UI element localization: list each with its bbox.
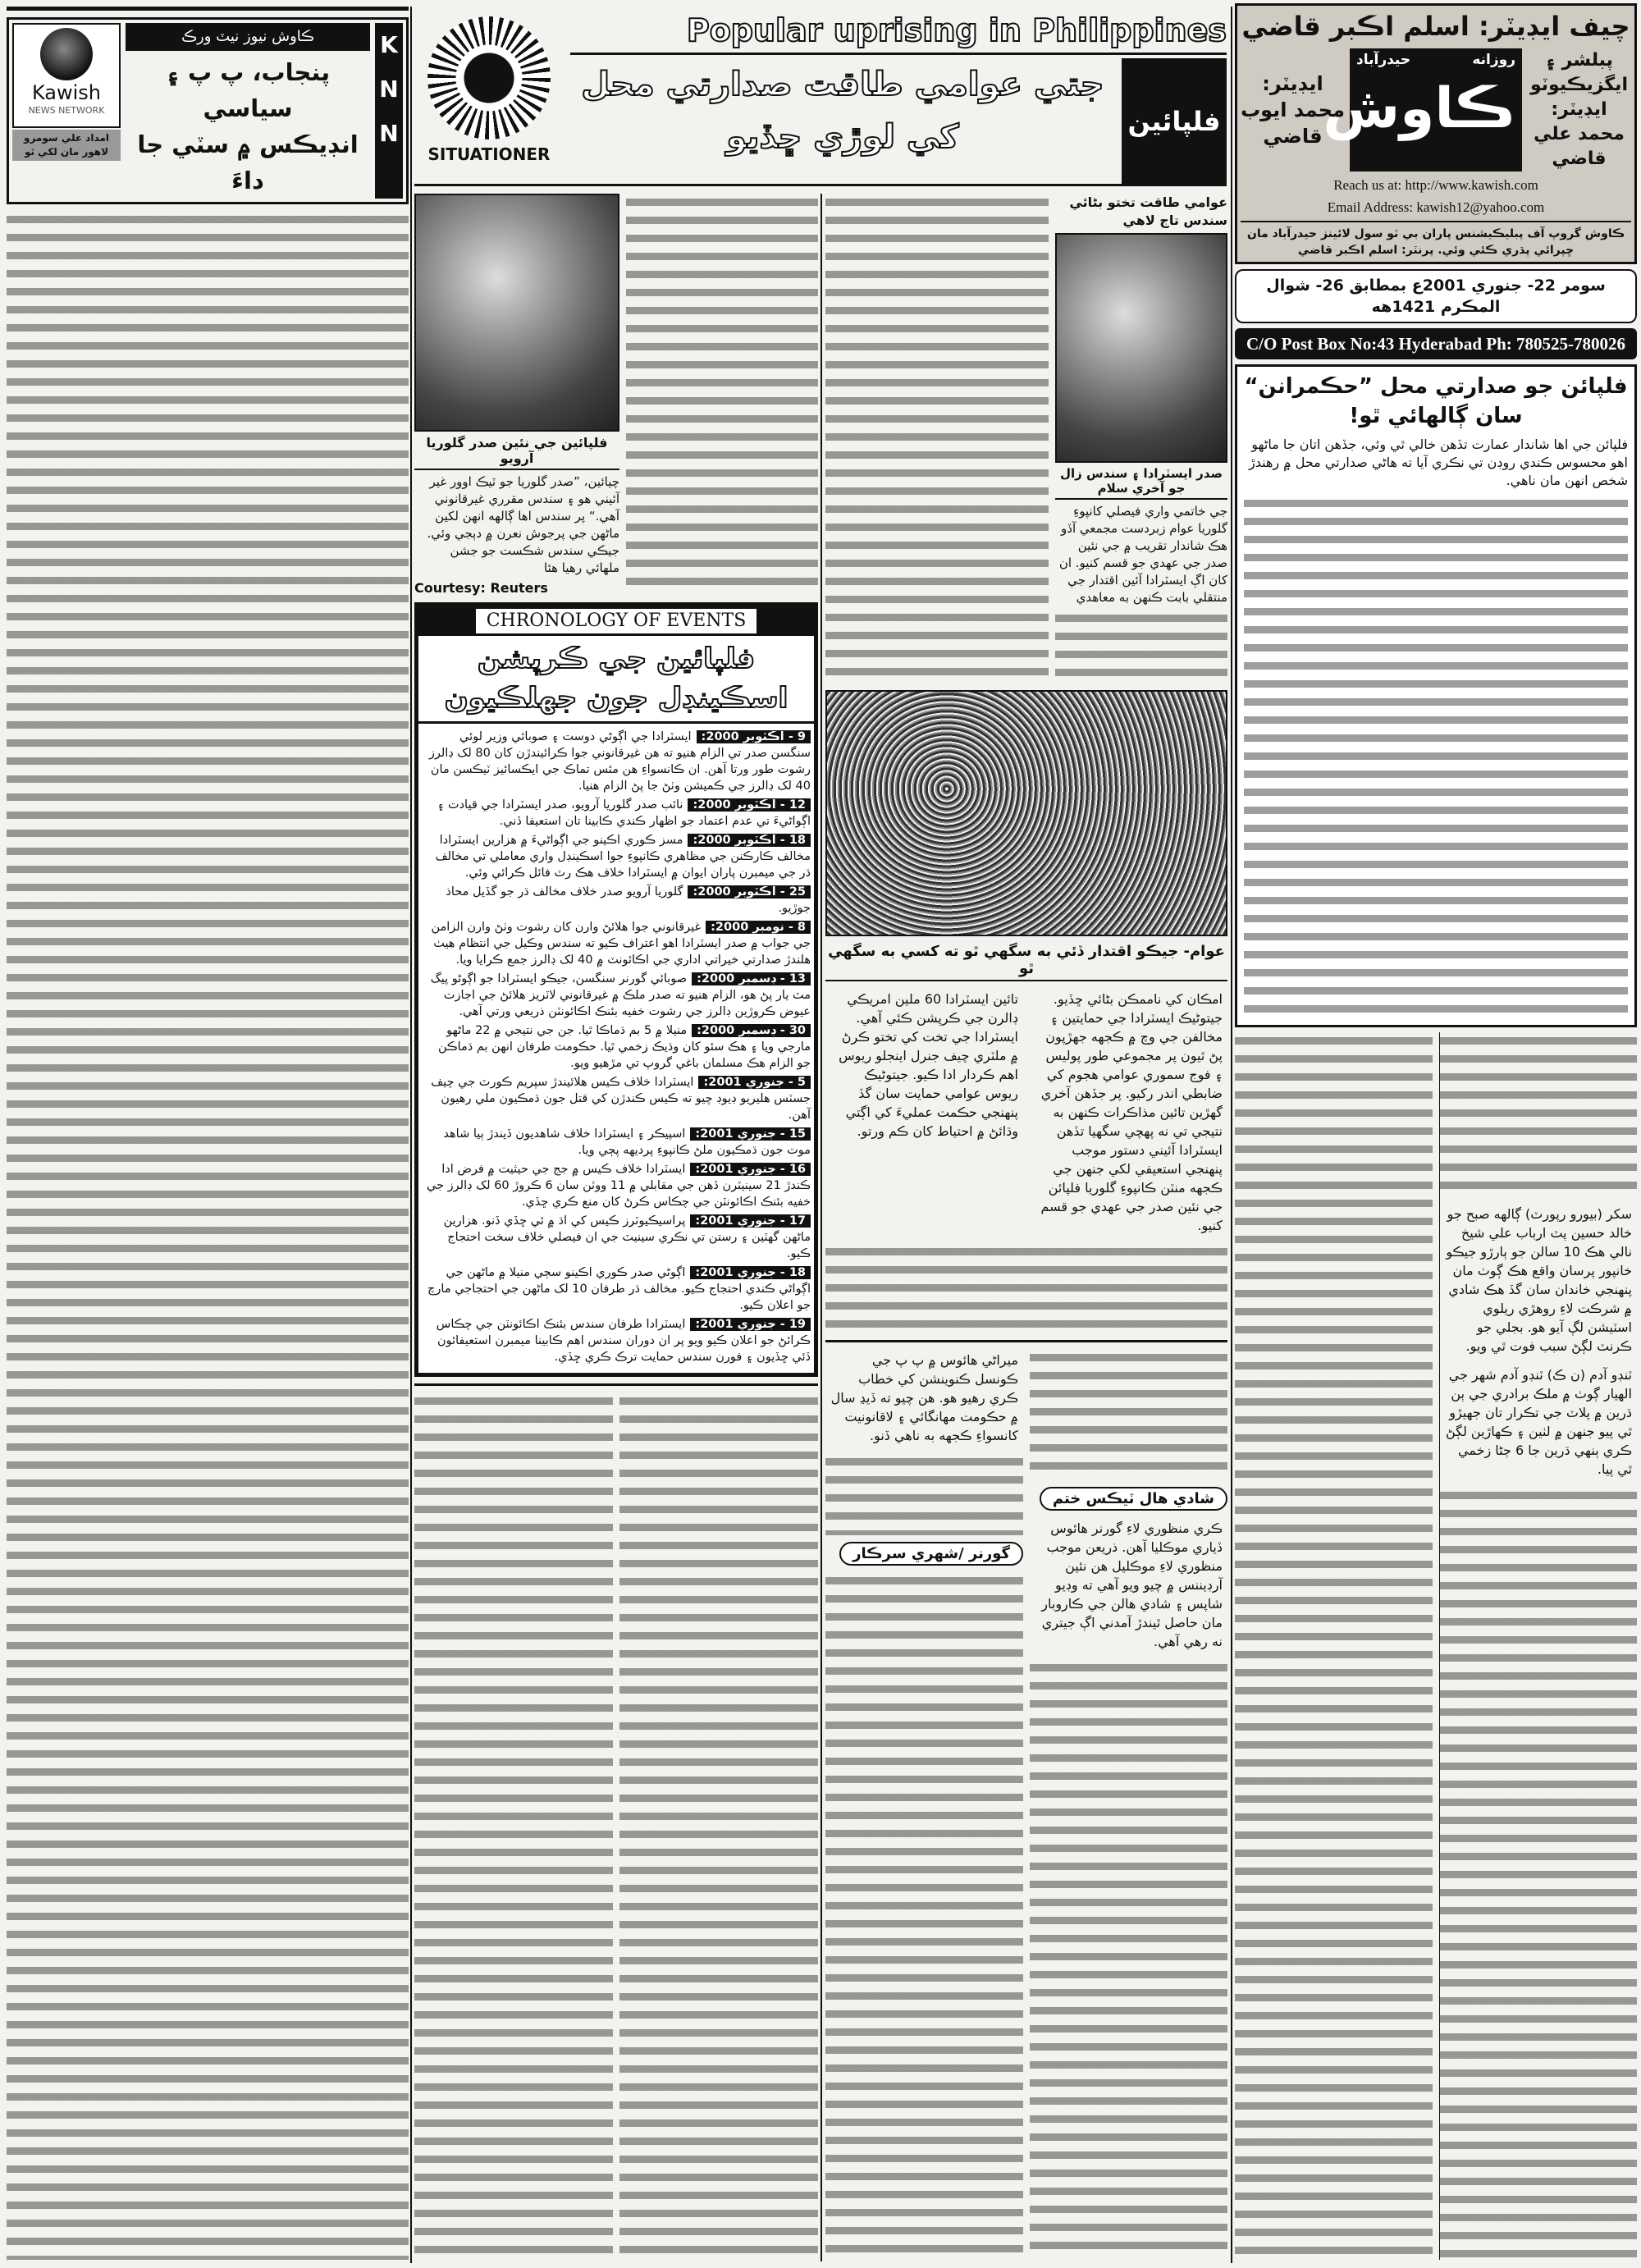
letter-n: N (379, 120, 399, 147)
chronology-headline: فلپائين جي ڪرپشن اسڪينڊل جون جهلڪيون (418, 636, 814, 724)
paper-daily: روزانه (1472, 52, 1515, 68)
news-filler (1440, 1487, 1638, 2260)
kicker-philippines: فلپائين (1122, 58, 1227, 184)
author-name: امداد علي سومرو (23, 132, 109, 144)
situationer-badge-area (414, 10, 564, 184)
photo-crowd-protest (825, 690, 1227, 936)
section-label: ڪاوش نيوز نيٽ ورڪ (126, 23, 370, 51)
news-filler (1030, 1659, 1227, 2260)
entry-date: 18 - آڪٽوبر 2000: (688, 834, 811, 847)
email-link[interactable]: Email Address: kawish12@yahoo.com (1327, 199, 1545, 215)
date-line: سومر 22- جنوري 2001ع بمطابق 26- شوال المڪرم 1421هه (1235, 269, 1637, 323)
entry-text: اڳوڻي صدر ڪوري اڪينو سڄي منيلا ۾ ماڻهن جي اڳواڻي ڪندي احتجاج ڪيو. مخالف ڌر طرفان 10 لک ماڻهن جي احتجاجي مارچ جو اعلان ڪيو. (427, 1266, 811, 1312)
letter-k: K (380, 31, 398, 58)
lower-news-row (414, 1392, 818, 2260)
knn-headline-area (126, 23, 370, 199)
logo-text: Kawish (31, 81, 102, 104)
paper-city: حيدرآباد (1356, 52, 1411, 68)
right-article-lead: فلپائن جي اها شاندار عمارت تڏهن خالي ٿي وئي، جڏهن اتان جا ماڻهو اهو محسوس ڪندي روڊن تي نڪري آيا ته هاڻي صدارتي محل ۾ رهندڙ شخص انهن مان ناهي. (1249, 437, 1628, 488)
section-rule (414, 1383, 818, 1386)
knn-header-box (7, 17, 409, 204)
photo-caption: فلپائين جي نئين صدر گلوريا آرويو (414, 435, 619, 470)
entry-text: نائب صدر گلوريا آرويو، صدر ايسٽرادا جي قيادت ۽ اڳواڻيءَ تي عدم اعتماد جو اظهار ڪندي ڪابينا تان استعيفا ڏني. (437, 798, 811, 828)
entry-date: 15 - جنوري 2001: (690, 1127, 811, 1141)
logo-subtext: NEWS NETWORK (28, 105, 105, 116)
article-column (626, 194, 818, 596)
letter-n: N (379, 75, 399, 103)
knn-headline-line2: انڊيڪس ۾ سٽي جا داءَ (137, 130, 359, 194)
entry-text: پراسيڪيوٽرز ڪيس کي اڌ ۾ ئي ڇڏي ڏنو. هزارين ماڻهن گهٽين ۽ رستن تي نڪري سينيٽ جي ان فيصلي خلاف سخت احتجاج ڪيو. (443, 1214, 811, 1260)
article-column-text: امڪان کي ناممڪن بڻائي ڇڏيو. جيتوڻيڪ ايسٽرادا جي حمايتين ۽ مخالفن جي وچ ۾ ڪجهه جهڙپون پڻ ٿيون پر مجموعي طور پوليس ۽ فوج سموري عوامي هجوم کي ضابطي اندر رکيو. پر جڏهن آخري گهڙين تائين مذاڪرات ڪنهن به نتيجي تي نه پهچي سگهيا تڏهن ايسٽرادا آئيني دستور موجب پنهنجي استعيفي لکي جنهن جي ڪجهه منٽن ڪانپوءِ گلوريا فلپائن جي نئين صدر جي عهدي جو قسم کنيو. (1040, 991, 1223, 1233)
entry-date: 12 - آڪٽوبر 2000: (688, 798, 811, 812)
website-link[interactable]: Reach us at: http://www.kawish.com (1333, 177, 1538, 193)
news-text: سکر (بيورو رپورٽ) ڳالهه صبح جو خالد حسين پٽ ارباب علي شيخ نالي هڪ 10 سالن جو ٻارڙو جيڪو خانپور پرسان واقع هڪ ڳوٺ مان پنهنجي خاندان سان گڏ هڪ شادي ۾ شرڪت لاءِ روهڙي ريلوي اسٽيشن لڳ آيو هو. بجلي جو ڪرنٽ لڳڻ سبب فوت ٿي ويو. (1446, 1206, 1632, 1354)
paper-logo-top (1356, 52, 1515, 68)
knn-side-letters (375, 23, 403, 199)
editor-label: ايڊيٽر: (1551, 99, 1607, 120)
knn-column (7, 7, 409, 2260)
chronology-title: CHRONOLOGY OF EVENTS (476, 609, 757, 633)
paper-logo (1323, 48, 1522, 171)
chronology-entry (422, 971, 811, 1020)
knn-headline (126, 54, 370, 199)
situationer-header (414, 10, 1227, 186)
news-text: ميراڻي هائوس ۾ پ پ جي ڪونسل ڪنوينشن کي خطاب ڪري رهيو هو. هن چيو ته ڏيڍ سال ۾ حڪومت مهانگائي ۽ لاقانونيت کانسواءِ ڪجهه به ناهي ڏنو. (830, 1352, 1018, 1443)
news-text: ٽنڊو آدم (ن ڪ) ٽنڊو آدم شهر جي الهيار ڳوٺ ۾ ملڪ برادري جي ٻن ڌرين ۾ پلاٽ جي تڪرار تان جهيڙو ٿي پيو جنهن ۾ لٺين ۽ ڪهاڙين لڳڻ ڪري ٻنهي ڌرين جا 6 ڄڻا زخمي ٿي پيا. (1445, 1367, 1632, 1477)
paper-name: ڪاوش (1323, 76, 1515, 141)
masthead-middle (1241, 48, 1631, 171)
entry-date: 13 - ڊسمبر 2000: (692, 972, 811, 985)
photo-gloria-arroyo (414, 194, 619, 432)
editor-name: محمد ايوب قاضي (1241, 98, 1345, 148)
chronology-box (414, 602, 818, 1377)
right-article-body (1244, 495, 1628, 1020)
entry-text: مسز ڪوري اڪينو جي اڳواڻيءَ ۾ هزارين ايسٽرادا مخالف ڪارڪنن جي مظاهري ڪانپوءِ جوا اسڪينڊل واري معاملي تي مخالف ڌر جي ميمبرن پاران ايوان ۾ ايسٽرادا خلاف هڪ رٽ فائل ڪرائي وئي. (435, 834, 811, 880)
entry-text: ايسٽرادا خلاف ڪيس ۾ جج جي حيثيت ۾ فرض ادا ڪندڙ 21 سينيٽرن ڏهن جي مقابلي ۾ 11 ووٽن سان 6 ڪروڙ 60 لک ڊالرز جي خفيه بئنڪ اڪائونٽن جي چڪاس ڪرڻ کان منع ڪري ڇڏي. (427, 1163, 811, 1209)
right-article-headline: فلپائن جو صدارتي محل ”حڪمرانن“ سان ڳالهائي ٿو! (1244, 374, 1628, 428)
photo-left-block (414, 194, 619, 596)
photo-caption: صدر ايسٽرادا ۽ سندس زال جو آخري سلام (1055, 466, 1227, 500)
chronology-entry (422, 1213, 811, 1262)
masthead (1235, 3, 1637, 264)
entry-date: 30 - ڊسمبر 2000: (692, 1024, 811, 1037)
sun-burst-icon (427, 16, 551, 139)
situationer-title-area (570, 10, 1227, 184)
chronology-entry (422, 1074, 811, 1123)
chronology-entry (422, 884, 811, 917)
masthead-right-names (1527, 48, 1631, 171)
subheading: عوامي طاقت تختو بڻائي سندس تاج لاهي (1069, 194, 1227, 228)
news-column (619, 1392, 818, 2260)
entry-text: گلوريا آرويو صدر خلاف مخالف ڌر جو گڏيل محاذ جوڙيو. (446, 885, 811, 915)
entry-date: 17 - جنوري 2001: (690, 1214, 811, 1228)
top-rule (7, 7, 409, 11)
news-text: ڪري منظوري لاءِ گورنر هائوس ڏياري موڪليا آهن. ذريعن موجب منظوري لاءِ موڪليل هن نئين آرڊيننس ۾ چيو ويو آهي ته وڊيو شاپس ۽ شادي هالن جي ڪاروبار مان حاصل ٿيندڙ آمدني اڳ جيتري نه رهي آهي. (1041, 1520, 1223, 1649)
chronology-list (418, 724, 814, 1373)
chronology-entry (422, 729, 811, 794)
section-rule (825, 1340, 1227, 1342)
knn-article-body (7, 211, 409, 2260)
news-column (1439, 1032, 1638, 2260)
chief-editor: چيف ايڊيٽر: اسلم اڪبر قاضي (1241, 11, 1630, 42)
chronology-entry (422, 1264, 811, 1314)
english-title: Popular uprising in Philippines (686, 12, 1227, 48)
article-column-text: تائين ايسٽرادا 60 ملين امريڪي ڊالرن جي ڪرپشن ڪئي آهي. ايسٽرادا جي تخت کي تختو ڪرڻ ۾ ملٽري چيف جنرل اينجلو ريوس اهم ڪردار ادا ڪيو. جيتوڻيڪ ريوس عوامي حمايت سان گڏ پنهنجي حڪمت عمليءَ کي اڳتي وڌائڻ ۾ احتياط کان ڪم ورتو. (839, 991, 1018, 1139)
entry-text: ايسٽرادا جي اڳوڻي دوست ۽ صوبائي وزير لوئي سنگسن صدر تي الزام هنيو ته هن غيرقانوني جوا ڪرائيندڙن کان 80 لک ڊالرز رشوت طور ورتا آهن. ان ڪانسواءِ هن مٿس تماڪ جي ايڪسائيز ٽيڪسن مان 40 لک ڊالرز جي ڪميشن وٺڻ جا پڻ الزام هنيا. (428, 730, 811, 793)
publisher-label: پبلشر ۽ ايگزيڪيوٽو (1530, 50, 1628, 95)
entry-date: 8 - نومبر 2000: (706, 921, 811, 934)
entry-date: 16 - جنوري 2001: (690, 1163, 811, 1176)
article-column (825, 1243, 1227, 1333)
photo-row (825, 194, 1227, 684)
news-filler (1030, 1349, 1227, 1480)
right-article-box (1235, 364, 1637, 1027)
column-divider (410, 7, 412, 2263)
imprint-line: ڪاوش گروپ آف پبليڪيشنس پاران بي ٽو سول لائينز حيدرآباد مان ڇپرائي پڌري ڪئي وئي. پرنٽر: اسلم اڪبر قاضي (1241, 221, 1631, 258)
article-text-row (825, 988, 1227, 1237)
caption-text: چيائين، ”صدر گلوريا جو ٽيڪ اوور غير آئيني هو ۽ سندس مقرري غيرقانوني آهي.“ پر سندس اها ڳالهه انهن لکين ماڻهن جي پرجوش نعرن ۾ دٻجي وئي. جيڪي سندس شڪست جو جشن ملهائي رهيا هئا (427, 474, 619, 575)
news-column (1030, 1349, 1227, 2260)
news-filler (825, 1453, 1023, 1535)
entry-date: 19 - جنوري 2001: (690, 1318, 811, 1331)
chronology-title-bar (418, 606, 814, 636)
entry-text: صوبائي گورنر سنگسن، جيڪو ايسٽرادا جو اڳوڻو پيگ مٽ يار پڻ هو، الزام هنيو ته صدر ملڪ ۾ غيرقانوني لاٽريز هلائڻ جي اجازت عيوض ڪروڙين ڊالرز جي رشوت خفيه بئنڪ اڪائونٽن ذريعي ورتي آهي. (430, 972, 811, 1018)
caption-text: جي خاتمي واري فيصلي کانپوءِ گلوريا عوام زبردست مجمعي آڏو هڪ شاندار تقريب ۾ جي نئين صدر جي عهدي جو قسم کنيو. ان کان اڳ ايسٽرادا آئين اقتدار جي منتقلي بابت ڪنهن به معاهدي (1058, 504, 1227, 605)
middle-left-column (414, 194, 818, 2260)
chronology-entry (422, 797, 811, 830)
main-headline: جتي عوامي طاقت صدارتي محل کي لوڙي ڇڏيو (581, 66, 1104, 156)
headline-row (570, 58, 1227, 184)
lower-news-row (825, 1349, 1227, 2260)
news-column (825, 1349, 1023, 2260)
logo-frame (12, 23, 121, 128)
situationer-badge: SITUATIONER (427, 144, 551, 164)
news-filler (1440, 1032, 1638, 1196)
right-column (1235, 3, 1637, 2260)
knn-headline-line1: پنجاب، پ پ ۽ سياسي (165, 58, 331, 122)
news-filler (825, 1572, 1023, 2260)
entry-date: 9 - آڪٽوبر 2000: (697, 730, 811, 743)
entry-text: غيرقانوني جوا هلائڻ وارن کان رشوت وٺڻ وارن الزامن جي جواب ۾ صدر ايسٽرادا اهو اعتراف ڪيو ته سندس وڪيل جي انتظام هيٺ هلندڙ صدارتي خيراتي اداري جي اڪائونٽ ۾ 40 لک ڊالرز جمع ڪرايا ويا. (431, 921, 811, 967)
subheading-pill: شادي هال ٽيڪس ختم (1040, 1487, 1227, 1511)
entry-date: 18 - جنوري 2001: (690, 1266, 811, 1279)
column-divider (1231, 7, 1232, 2263)
article-column (1055, 610, 1227, 684)
entry-text: منيلا ۾ 5 بم ڌماڪا ٿيا. جن جي نتيجي ۾ 22 ماڻهو مارجي ويا ۽ هڪ سئو کان وڌيڪ زخمي ٿيا. حڪومت طرفان انهن بم ڌماڪن جو الزام هڪ مسلمان باغي گروپ تي مڙهيو ويو. (438, 1024, 811, 1070)
photo-right-block (1055, 194, 1227, 684)
chronology-entry (422, 919, 811, 968)
kawish-news-network-logo (12, 23, 121, 199)
column-divider (820, 194, 822, 2261)
entry-text: اسپيڪر ۽ ايسٽرادا خلاف شاهديون ڏيندڙ ٻيا شاهد موت جون ڌمڪيون ملڻ ڪانپوءِ پرديهه پڄي ويا. (443, 1127, 811, 1157)
entry-date: 5 - جنوري 2001: (698, 1076, 811, 1089)
chronology-entry (422, 832, 811, 881)
subheading-pill: گورنر /شهري سرڪار (839, 1542, 1023, 1566)
editor-label: ايڊيٽر: (1262, 72, 1323, 95)
photo-estrada-waving (1055, 233, 1227, 463)
chronology-entry (422, 1022, 811, 1072)
entry-text: ايسٽرادا طرفان سندس بئنڪ اڪائونٽن جي چڪاس ڪرائڻ جو اعلان ڪيو ويو پر ان دوران سندس اهم ڪابينا ميمبرن استعيفائون ڏئي ڇڏيون ۽ فورن سندس حمايت ترڪ ڪري ڇڏي. (436, 1318, 811, 1364)
middle-right-column (825, 194, 1227, 2260)
globe-icon (40, 28, 93, 80)
postbox-bar: C/O Post Box No:43 Hyderabad Ph: 780525-780026 (1235, 328, 1637, 359)
article-column (825, 194, 1049, 684)
title-rule (570, 53, 1227, 55)
logo-credit (12, 130, 121, 161)
news-column (414, 1392, 613, 2260)
author-location: لاهور مان لکي ٿو (24, 146, 109, 158)
photo-caption: عوام- جيڪو اقتدار ڏئي به سگهي ٿو ته کسي به سگهي ٿو (825, 943, 1227, 981)
entry-text: ايسٽرادا خلاف ڪيس هلائيندڙ سپريم ڪورٽ جي چيف جسٽس هليريو ڊيوڊ چيو ته ڪيس ڪندڙن کي قتل جون ڌمڪيون ملي رهيون آهن. (431, 1076, 811, 1122)
right-lower-row (1235, 1032, 1637, 2260)
editor-name: محمد علي قاضي (1534, 124, 1625, 169)
chronology-entry (422, 1126, 811, 1159)
photo-courtesy: Courtesy: Reuters (414, 580, 548, 596)
entry-date: 25 - آڪٽوبر 2000: (688, 885, 811, 899)
news-column (1235, 1032, 1433, 2260)
chronology-entry (422, 1161, 811, 1210)
photo-row (414, 194, 818, 596)
chronology-entry (422, 1316, 811, 1365)
